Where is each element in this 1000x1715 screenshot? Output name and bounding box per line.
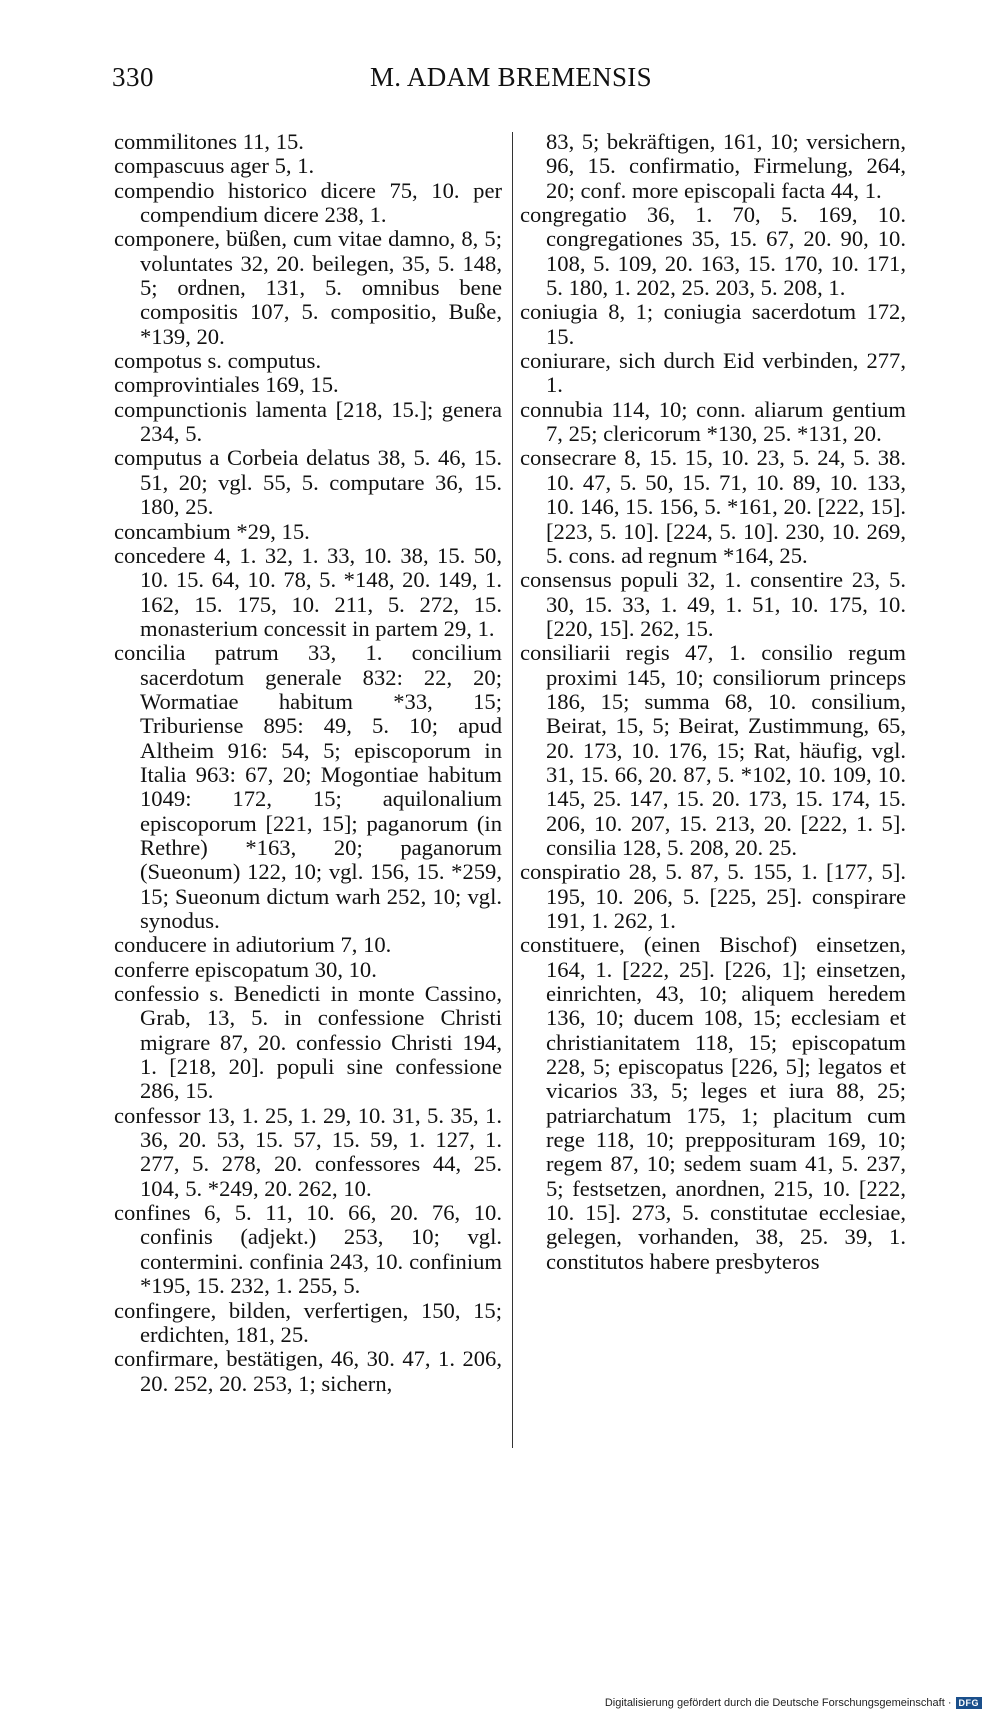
index-entry: confessio s. Benedicti in monte Cassino, Grab, 13, 5. in confessione Christi migrare 87, 20. confessio Christi 194, 1. [218, 20]. populi sine confessione 286, 15. xyxy=(114,981,502,1104)
index-entry: coniurare, sich durch Eid verbinden, 277, 1. xyxy=(520,348,906,398)
dfg-logo: DFG xyxy=(956,1697,983,1709)
index-entry: coniugia 8, 1; coniugia sacerdotum 172, 15. xyxy=(520,299,906,349)
index-entry: concedere 4, 1. 32, 1. 33, 10. 38, 15. 50, 10. 15. 64, 10. 78, 5. *148, 20. 149, 1. 162, 15. 175, 10. 211, 5. 272, 15. monasterium concessit in partem 29, 1. xyxy=(114,542,502,641)
digitization-credit xyxy=(605,1697,982,1709)
index-column-left xyxy=(114,130,502,1396)
index-column-right xyxy=(520,130,906,1274)
index-entry: compunctionis lamenta [218, 15.]; genera 234, 5. xyxy=(114,396,502,447)
index-entry-continued: 83, 5; bekräftigen, 161, 10; versichern, 96, 15. confirmatio, Firmelung, 264, 20; conf. more episcopali facta 44, 1. xyxy=(546,129,906,203)
index-entry: compendio historico dicere 75, 10. per compendium dicere 238, 1. xyxy=(114,177,502,228)
column-divider xyxy=(512,132,513,1448)
index-entry: consecrare 8, 15. 15, 10. 23, 5. 24, 5. 38. 10. 47, 5. 50, 15. 71, 10. 89, 10. 133, 10. 146, 15. 156, 5. *161, 20. [222, 15]. [223, 5. 10]. [224, 5. 10]. 230, 10. 269, 5. cons. ad regnum *164, 25. xyxy=(520,445,906,568)
index-entry: confirmare, bestätigen, 46, 30. 47, 1. 206, 20. 252, 20. 253, 1; sichern, xyxy=(114,1346,502,1396)
index-entry: conducere in adiutorium 7, 10. xyxy=(114,932,392,958)
index-entry: componere, büßen, cum vitae damno, 8, 5; voluntates 32, 20. beilegen, 35, 5. 148, 5; ordnen, 131, 5. omnibus bene compositis 107, 5. compositio, Buße, *139, 20. xyxy=(114,226,502,349)
running-head: M. ADAM BREMENSIS xyxy=(370,62,652,92)
index-entry: confines 6, 5. 11, 10. 66, 20. 76, 10. confinis (adjekt.) 253, 10; vgl. contermini. confinia 243, 10. confinium *195, 15. 232, 1. 255, 5. xyxy=(114,1200,502,1299)
index-entry: constituere, (einen Bischof) einsetzen, 164, 1. [222, 25]. [226, 1]; einsetzen, einrichten, 43, 10; aliquem heredem 136, 10; ducem 108, 15; ecclesiam et christianitatem 118, 15; episcopatum 228, 5; episcopatus [226, 5]; legatos et vicarios 33, 5; leges et iura 88, 25; patriarchatum 175, 1; placitum cum rege 118, 10; prepposituram 169, 10; regem 87, 10; sedem suam 41, 5. 237, 5; festsetzen, anordnen, 215, 10. [222, 10. 15]. 273, 5. constitutae ecclesiae, gelegen, vorhanden, 38, 25. 39, 1. constitutos habere presbyteros xyxy=(520,932,906,1274)
index-entry: consensus populi 32, 1. consentire 23, 5. 30, 15. 33, 1. 49, 1. 51, 10. 175, 10. [220, 15]. 262, 15. xyxy=(520,567,906,641)
index-entry: connubia 114, 10; conn. aliarum gentium 7, 25; clericorum *130, 25. *131, 20. xyxy=(520,396,906,447)
index-entry: congregatio 36, 1. 70, 5. 169, 10. congregationes 35, 15. 67, 20. 90, 10. 108, 5. 109, 20. 163, 15. 170, 10. 171, 5. 180, 1. 202, 25. 203, 5. 208, 1. xyxy=(520,202,906,301)
index-entry: concilia patrum 33, 1. concilium sacerdotum generale 832: 22, 20; Wormatiae habitum *33, 15; Triburiense 895: 49, 5. 10; apud Altheim 916: 54, 5; episcoporum in Italia 963: 67, 20; Mogontiae habitum 1049: 172, 15; aquilonalium episcoporum [221, 15]; paganorum (in Rethre) *163, 20; paganorum (Sueonum) 122, 10; vgl. 156, 15. *259, 15; Sueonum dictum warh 252, 10; vgl. synodus. xyxy=(114,640,502,933)
index-entry: compascuus ager 5, 1. xyxy=(114,153,315,179)
index-entry: computus a Corbeia delatus 38, 5. 46, 15. 51, 20; vgl. 55, 5. computare 36, 15. 180, 25. xyxy=(114,445,502,520)
index-entry: conspiratio 28, 5. 87, 5. 155, 1. [177, 5]. 195, 10. 206, 5. [225, 25]. conspirare 191, 1. 262, 1. xyxy=(520,859,906,933)
index-entry: confingere, bilden, verfertigen, 150, 15; erdichten, 181, 25. xyxy=(114,1297,502,1347)
page-number: 330 xyxy=(112,62,154,92)
credit-text: Digitalisierung gefördert durch die Deutsche Forschungsgemeinschaft · xyxy=(604,1697,952,1709)
index-entry: conferre episcopatum 30, 10. xyxy=(114,956,377,982)
index-entry: comprovintiales 169, 15. xyxy=(114,372,339,398)
index-entry: commilitones 11, 15. xyxy=(114,129,304,154)
index-entry: compotus s. computus. xyxy=(114,348,322,374)
index-entry: consiliarii regis 47, 1. consilio regum proximi 145, 10; consiliorum princeps 186, 15; summa 68, 10. consilium, Beirat, 15, 5; Beirat, Zustimmung, 65, 20. 173, 10. 176, 15; Rat, häufig, vgl. 31, 15. 66, 20. 87, 5. *102, 10. 109, 10. 145, 25. 147, 15. 20. 173, 15. 174, 15. 206, 10. 207, 15. 213, 20. [222, 1. 5]. consilia 128, 5. 208, 20. 25. xyxy=(520,640,906,860)
index-entry: concambium *29, 15. xyxy=(114,518,310,544)
index-entry: confessor 13, 1. 25, 1. 29, 10. 31, 5. 35, 1. 36, 20. 53, 15. 57, 15. 59, 1. 127, 1. 277, 5. 278, 20. confessores 44, 25. 104, 5. *249, 20. 262, 10. xyxy=(114,1102,502,1201)
